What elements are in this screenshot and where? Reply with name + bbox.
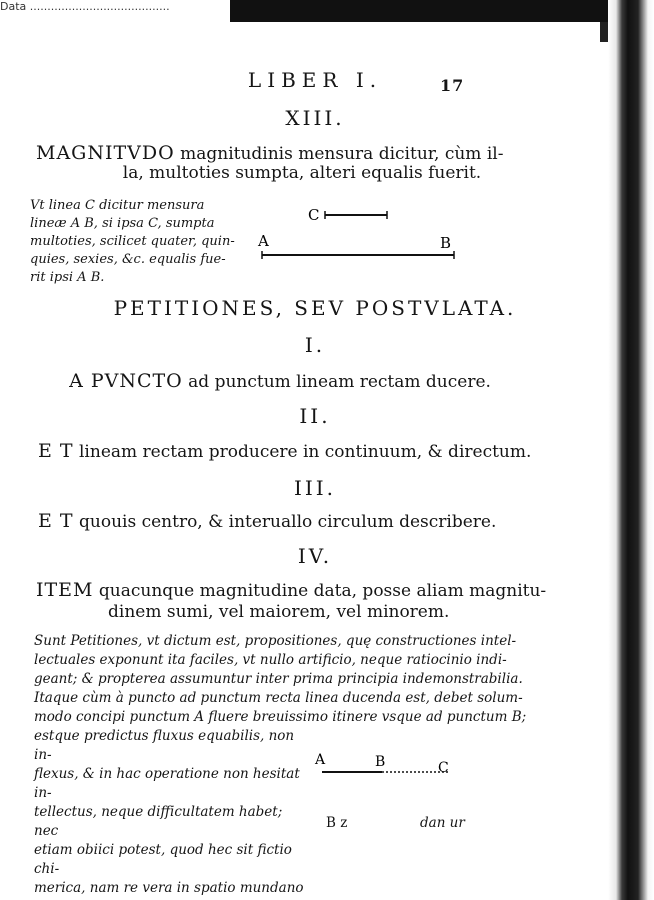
margin-note-line: Vt linea C dicitur mensura [30,198,205,213]
scholium-line: etiam obiici potest, quod hec sit fictio chi- [34,842,292,877]
scholium-line: tellectus, neque difficultatem habet; nec [34,804,283,839]
running-head: LIBER I. [247,68,383,92]
diagram2-label-c: C [438,760,449,776]
postulate-3 [38,510,598,532]
scholium-line: estque predictus fluxus equabilis, non in- [34,728,295,763]
diagram-label-b: B [440,234,452,252]
line-production-diagram [310,748,470,788]
postulate-2-lead: E T [38,440,74,462]
scholium-line: lectuales exponunt ita faciles, vt nullo artificio, neque ratiocinio indi- [34,652,507,668]
postulate-2-text: lineam rectam producere in continuum, & directum. [79,442,532,462]
postulate-4-text-2: dinem sumi, vel maiorem, vel minorem. [108,602,450,622]
postulate-4 [36,580,616,623]
scholium-narrow-lines [34,727,304,898]
postulate-3-lead: E T [38,510,74,532]
diagram2-label-b: B [375,754,386,770]
margin-note-line: quies, sexies, &c. equalis fue- [30,252,226,267]
scan-dark-border-top [230,0,654,22]
section-heading: PETITIONES, SEV POSTVLATA. [113,296,517,320]
postulate-number-2: II. [299,404,331,428]
postulate-3-text: quouis centro, & interuallo circulum describere. [79,512,497,532]
postulate-1-lead: A PVNCTO [69,370,183,392]
definition-lead: MAGNITVDO [36,142,175,164]
scholium-line: Sunt Petitiones, vt dictum est, propositiones, quę constructiones intel- [34,633,517,649]
catchword-left: B z [326,815,348,831]
margin-note-line: multoties, scilicet quater, quin- [30,234,235,249]
postulate-number-1: I. [304,333,326,357]
date-stamp: Data ........................................ [0,0,170,13]
margin-note [30,197,240,287]
postulate-1 [0,370,560,392]
postulate-number-4: IV. [297,544,333,568]
scholium-line: geant; & propterea assumuntur inter prima principia indemonstrabilia. [34,671,523,687]
margin-note-line: rit ipsi A B. [30,270,105,285]
postulate-4-lead: ITEM [36,579,94,601]
catchword-right: dan ur [420,815,465,831]
diagram-label-a: A [258,232,269,250]
scan-binding-edge [608,0,654,900]
diagram-label-c: C [308,206,320,224]
postulate-number-3: III. [293,476,337,500]
scholium-line: modo concipi punctum A fluere breuissimo itinere vsque ad punctum B; [34,709,527,725]
diagram2-label-a: A [315,752,326,768]
postulate-4-text-1: quacunque magnitudine data, posse aliam magnitu- [98,581,547,601]
postulate-1-text: ad punctum lineam rectam ducere. [188,372,491,392]
postulate-2 [38,440,598,462]
scholium-full-lines [34,632,608,727]
page-number: 17 [440,76,465,95]
scholium-line: Itaque cùm à puncto ad punctum recta linea ducenda est, debet solum- [34,690,523,706]
scholium-line: flexus, & in hac operatione non hesitat in- [34,766,300,801]
definition-line-2: la, multoties sumpta, alteri equalis fuerit. [122,163,482,183]
margin-note-line: lineæ A B, si ipsa C, sumpta [30,216,215,231]
definition-number: XIII. [285,106,345,130]
scholium-line: merica, nam re vera in spatio mundano [34,880,304,896]
definition-line-1: magnitudinis mensura dicitur, cùm il- [180,144,504,164]
measure-diagram [250,200,480,270]
